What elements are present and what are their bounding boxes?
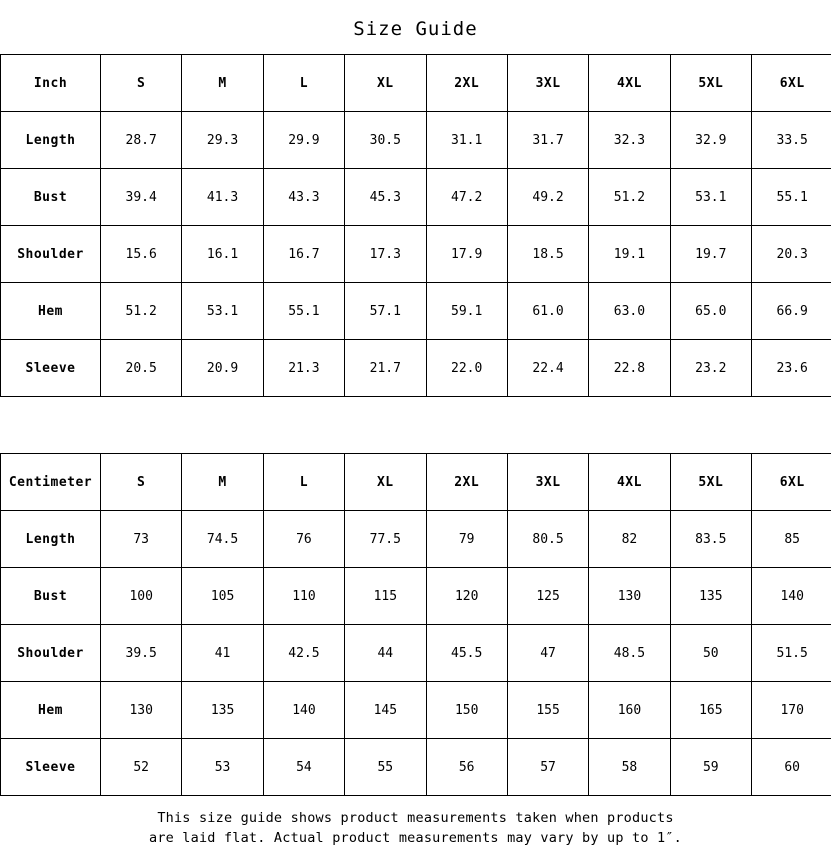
- cell-value: 20.9: [182, 340, 263, 397]
- cell-value: 58: [589, 739, 670, 796]
- cell-value: 56: [426, 739, 507, 796]
- cell-value: 16.7: [263, 226, 344, 283]
- table-row: [1, 511, 831, 568]
- cell-value: 135: [670, 568, 751, 625]
- cell-value: 53.1: [670, 169, 751, 226]
- cell-value: 60: [752, 739, 831, 796]
- cell-value: 65.0: [670, 283, 751, 340]
- table-row: [1, 169, 831, 226]
- cell-value: 43.3: [263, 169, 344, 226]
- cell-value: 165: [670, 682, 751, 739]
- cell-value: 100: [101, 568, 182, 625]
- table-row: [1, 568, 831, 625]
- cell-value: 63.0: [589, 283, 670, 340]
- cell-value: 74.5: [182, 511, 263, 568]
- column-header-5xl: 5XL: [670, 55, 751, 112]
- cell-value: 21.7: [345, 340, 426, 397]
- row-label-hem: Hem: [1, 283, 101, 340]
- cell-value: 54: [263, 739, 344, 796]
- column-header-s: S: [101, 454, 182, 511]
- cell-value: 155: [507, 682, 588, 739]
- cell-value: 79: [426, 511, 507, 568]
- cell-value: 51.2: [101, 283, 182, 340]
- row-label-length: Length: [1, 112, 101, 169]
- cell-value: 39.4: [101, 169, 182, 226]
- cell-value: 20.3: [752, 226, 831, 283]
- unit-label-centimeter: Centimeter: [1, 454, 101, 511]
- cell-value: 83.5: [670, 511, 751, 568]
- table-row: [1, 340, 831, 397]
- cell-value: 115: [345, 568, 426, 625]
- cell-value: 17.9: [426, 226, 507, 283]
- cell-value: 41.3: [182, 169, 263, 226]
- cell-value: 85: [752, 511, 831, 568]
- cell-value: 19.7: [670, 226, 751, 283]
- cell-value: 145: [345, 682, 426, 739]
- column-header-2xl: 2XL: [426, 55, 507, 112]
- table-row: [1, 682, 831, 739]
- table-row: [1, 625, 831, 682]
- cell-value: 16.1: [182, 226, 263, 283]
- row-label-bust: Bust: [1, 169, 101, 226]
- cell-value: 31.7: [507, 112, 588, 169]
- cell-value: 21.3: [263, 340, 344, 397]
- cell-value: 23.6: [752, 340, 831, 397]
- cell-value: 59.1: [426, 283, 507, 340]
- cell-value: 48.5: [589, 625, 670, 682]
- table-row: [1, 112, 831, 169]
- cell-value: 32.9: [670, 112, 751, 169]
- cell-value: 45.3: [345, 169, 426, 226]
- column-header-4xl: 4XL: [589, 55, 670, 112]
- row-label-sleeve: Sleeve: [1, 739, 101, 796]
- cell-value: 55.1: [263, 283, 344, 340]
- cell-value: 22.4: [507, 340, 588, 397]
- cell-value: 80.5: [507, 511, 588, 568]
- cell-value: 49.2: [507, 169, 588, 226]
- cell-value: 105: [182, 568, 263, 625]
- cell-value: 150: [426, 682, 507, 739]
- size-table-centimeter: [0, 453, 831, 796]
- cell-value: 110: [263, 568, 344, 625]
- cell-value: 33.5: [752, 112, 831, 169]
- cell-value: 51.2: [589, 169, 670, 226]
- cell-value: 76: [263, 511, 344, 568]
- cell-value: 20.5: [101, 340, 182, 397]
- footnote-line-2: are laid flat. Actual product measurements may vary by up to 1″.: [0, 828, 831, 848]
- column-header-s: S: [101, 55, 182, 112]
- cell-value: 52: [101, 739, 182, 796]
- column-header-2xl: 2XL: [426, 454, 507, 511]
- column-header-6xl: 6XL: [752, 454, 831, 511]
- cell-value: 135: [182, 682, 263, 739]
- cell-value: 17.3: [345, 226, 426, 283]
- size-table-inch: [0, 54, 831, 397]
- cell-value: 19.1: [589, 226, 670, 283]
- cell-value: 120: [426, 568, 507, 625]
- unit-label-inch: Inch: [1, 55, 101, 112]
- table-row: [1, 739, 831, 796]
- cell-value: 140: [263, 682, 344, 739]
- cell-value: 45.5: [426, 625, 507, 682]
- cell-value: 160: [589, 682, 670, 739]
- cell-value: 55: [345, 739, 426, 796]
- cell-value: 29.9: [263, 112, 344, 169]
- footnote-line-1: This size guide shows product measurements taken when products: [0, 808, 831, 828]
- cell-value: 47.2: [426, 169, 507, 226]
- table-header-row: [1, 454, 831, 511]
- cell-value: 170: [752, 682, 831, 739]
- cell-value: 28.7: [101, 112, 182, 169]
- cell-value: 130: [101, 682, 182, 739]
- column-header-6xl: 6XL: [752, 55, 831, 112]
- table-row: [1, 283, 831, 340]
- row-label-shoulder: Shoulder: [1, 625, 101, 682]
- cell-value: 22.0: [426, 340, 507, 397]
- row-label-hem: Hem: [1, 682, 101, 739]
- cell-value: 130: [589, 568, 670, 625]
- page-title: Size Guide: [0, 0, 831, 54]
- row-label-bust: Bust: [1, 568, 101, 625]
- cell-value: 29.3: [182, 112, 263, 169]
- cell-value: 22.8: [589, 340, 670, 397]
- column-header-3xl: 3XL: [507, 454, 588, 511]
- cell-value: 53: [182, 739, 263, 796]
- cell-value: 39.5: [101, 625, 182, 682]
- table-separator: [0, 397, 831, 453]
- cell-value: 31.1: [426, 112, 507, 169]
- cell-value: 140: [752, 568, 831, 625]
- cell-value: 41: [182, 625, 263, 682]
- cell-value: 59: [670, 739, 751, 796]
- cell-value: 23.2: [670, 340, 751, 397]
- cell-value: 55.1: [752, 169, 831, 226]
- table-header-row: [1, 55, 831, 112]
- cell-value: 32.3: [589, 112, 670, 169]
- cell-value: 53.1: [182, 283, 263, 340]
- cell-value: 50: [670, 625, 751, 682]
- cell-value: 57: [507, 739, 588, 796]
- cell-value: 66.9: [752, 283, 831, 340]
- row-label-sleeve: Sleeve: [1, 340, 101, 397]
- cell-value: 44: [345, 625, 426, 682]
- column-header-l: L: [263, 55, 344, 112]
- row-label-length: Length: [1, 511, 101, 568]
- cell-value: 30.5: [345, 112, 426, 169]
- column-header-m: M: [182, 55, 263, 112]
- cell-value: 57.1: [345, 283, 426, 340]
- cell-value: 61.0: [507, 283, 588, 340]
- cell-value: 18.5: [507, 226, 588, 283]
- cell-value: 51.5: [752, 625, 831, 682]
- cell-value: 42.5: [263, 625, 344, 682]
- column-header-5xl: 5XL: [670, 454, 751, 511]
- footnote: [0, 796, 831, 849]
- cell-value: 15.6: [101, 226, 182, 283]
- column-header-4xl: 4XL: [589, 454, 670, 511]
- cell-value: 82: [589, 511, 670, 568]
- column-header-m: M: [182, 454, 263, 511]
- cell-value: 77.5: [345, 511, 426, 568]
- cell-value: 73: [101, 511, 182, 568]
- cell-value: 125: [507, 568, 588, 625]
- cell-value: 47: [507, 625, 588, 682]
- column-header-xl: XL: [345, 454, 426, 511]
- column-header-xl: XL: [345, 55, 426, 112]
- column-header-l: L: [263, 454, 344, 511]
- row-label-shoulder: Shoulder: [1, 226, 101, 283]
- table-row: [1, 226, 831, 283]
- column-header-3xl: 3XL: [507, 55, 588, 112]
